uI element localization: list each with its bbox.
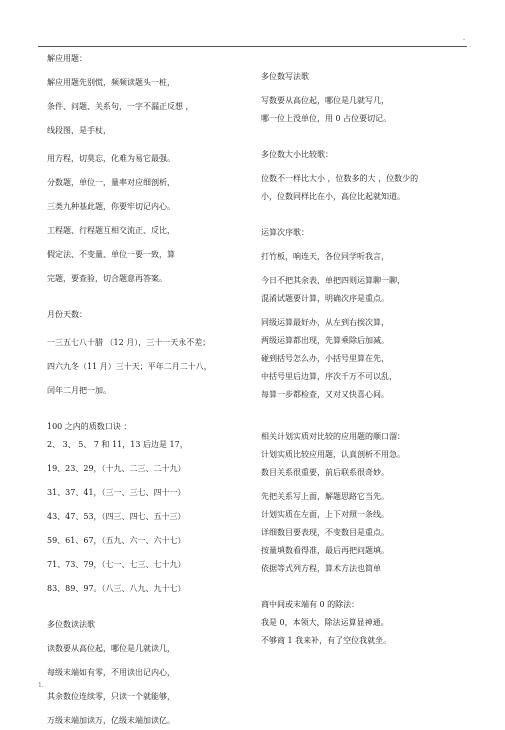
text-line: 计划实质在左面，上下对照一条线。 — [261, 510, 389, 519]
text-line: 完题，要查验，切合题意再答案。 — [47, 274, 167, 283]
text-line: 31、37、41，（三一、三七、四十一） — [47, 488, 186, 497]
text-line: 两级运算都出现，先算乘除后加减。 — [261, 336, 389, 345]
text-line: 19、23、29，（十九、二三、二十九） — [47, 464, 186, 473]
section-title-writing-numbers: 多位数写法歌 — [261, 72, 309, 81]
text-line: 解应用题先别慌，频频读题头一桩， — [47, 78, 175, 87]
text-line: 71、73、79，（七一、七三、七十九） — [47, 560, 186, 569]
text-line: 其余数位连续零，只读一个就能够， — [47, 692, 175, 701]
text-line: 读数要从高位起，哪位是几就读几， — [47, 644, 175, 653]
section-title-zero-in-quotient: 商中间或末端有 0 的除法： — [261, 600, 360, 609]
text-line: 位数不一样比大小 ，位数多的大 ，位数少的 — [261, 174, 419, 183]
text-line: 用方程，切莫忘，化难为易它最强。 — [47, 154, 175, 163]
text-line: 闰年二月把一加。 — [47, 386, 111, 395]
right-column — [261, 68, 471, 650]
text-line: 依据等式列方程，算术方法也简单 — [261, 564, 381, 573]
text-line: 先把关系写上面，解题思路它当先。 — [261, 492, 389, 501]
text-line: 今日不把其余表，单把四则运算聊一聊， — [261, 276, 405, 285]
text-line: 2、 3、 5、 7 和 11，13 后边是 17， — [47, 440, 188, 449]
text-line: 分数题，单位一，量率对应细剖析， — [47, 178, 175, 187]
text-line: 43、47、53，（四三、四七、五十三） — [47, 512, 186, 521]
text-line: 打竹板，响连天，各位同学听我言， — [261, 252, 389, 261]
text-line: 碰到括号怎么办，小括号里算在先， — [261, 354, 389, 363]
text-line: 按量填数看得准，最后再把问题填。 — [261, 546, 389, 555]
header-rule — [38, 46, 467, 47]
text-line: 同级运算最好办，从左到右挨次算， — [261, 318, 389, 327]
text-line: 我是 0，本领大，除法运算显神通。 — [261, 618, 389, 627]
text-line: 四六九冬（11 月）三十天；平年二月二十八， — [47, 362, 212, 371]
text-line: 写数要从高位起，哪位是几就写几， — [261, 96, 389, 105]
section-title-word-problems: 解应用题： — [47, 54, 87, 63]
text-line: 条件、问题、关系句，一字不漏正反想 ， — [47, 102, 194, 111]
text-line: 中括号里后边算，序次千万不可以乱， — [261, 372, 397, 381]
section-title-month-days: 月份天数： — [47, 310, 87, 319]
text-line: 不够商 1 我来补，有了空位我就坐。 — [261, 636, 392, 645]
text-line: 每算一步都检查，又对又快喜心间。 — [261, 390, 389, 399]
section-title-reading-numbers: 多位数读法歌 — [47, 620, 95, 629]
text-line: 一三五七八十腊 （12 月），三十一天永不差； — [47, 338, 211, 347]
footer-mark: 1. — [38, 682, 44, 689]
section-title-compare-numbers: 多位数大小比较歌： — [261, 150, 333, 159]
text-line: 计划实质比较应用题，认真剖析不用急。 — [261, 450, 405, 459]
text-line: 83、89、97。（八三、八九、九十七） — [47, 584, 186, 593]
left-column — [47, 50, 247, 730]
text-line: 三类九种基此题，你要牢切记内心。 — [47, 202, 175, 211]
text-line: 小，位数同样比在小，高位比起就知道。 — [261, 192, 405, 201]
text-line: 数目关系很重要，前后联系很奇妙。 — [261, 468, 389, 477]
text-line: 万级末端加读万，亿级末端加读亿。 — [47, 716, 175, 725]
text-line: 混淆试题要计算，明确次序是重点。 — [261, 294, 389, 303]
header-mark: - — [462, 36, 465, 43]
section-title-primes: 100 之内的质数口诀 ： — [47, 422, 132, 431]
text-line: 哪一位上没单位，用 0 占位要切记。 — [261, 114, 392, 123]
text-line: 详细数目要表现，不变数目是重点。 — [261, 528, 389, 537]
text-line: 线段图，是手杖， — [47, 126, 111, 135]
section-title-operation-order: 运算次序歌： — [261, 228, 309, 237]
text-line: 每级末端如有零，不用读出记内心， — [47, 668, 175, 677]
text-line: 工程题、行程题互相交流正、反比， — [47, 226, 175, 235]
section-title-plan-vs-actual: 相关计划实质对比较的应用题的顺口溜： — [261, 432, 405, 441]
text-line: 59、61、67，（五九、六一、六十七） — [47, 536, 186, 545]
text-line: 假定法、不变量、单位一要一致，算 — [47, 250, 175, 259]
